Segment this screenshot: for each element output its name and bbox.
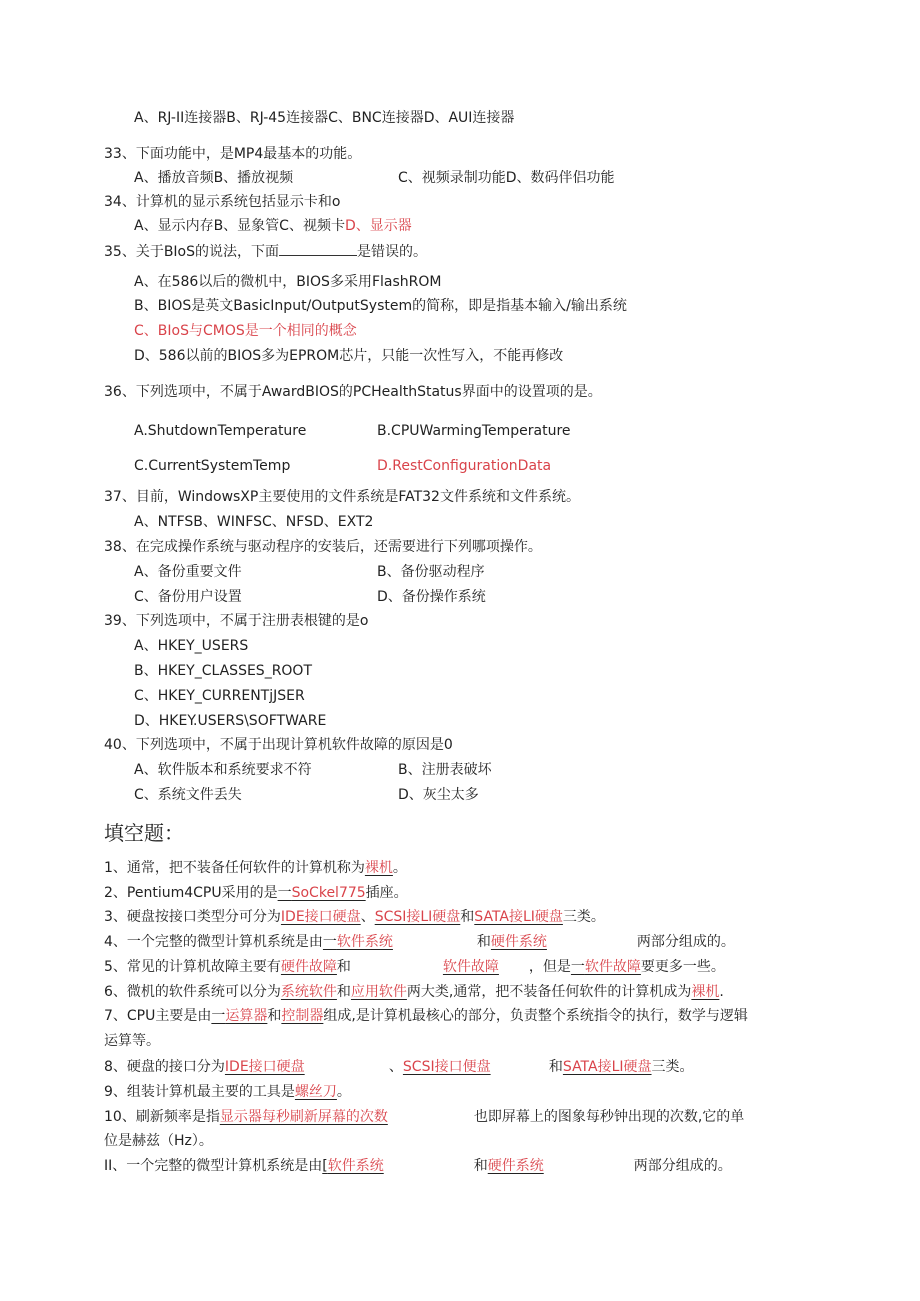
fill-8-answer-2: SCSI接口便盘 [402,1059,491,1075]
q35-option-a: A、在586以后的微机中，BIOS多采用FlashROM [134,274,442,290]
fill-10-continued: 位是赫兹（Hz）。 [104,1133,213,1149]
fill-4-mid: 和 [476,934,491,950]
fill-7-answer-1: 运算器 [225,1008,268,1024]
fill-5 [104,957,725,977]
fill-11 [104,1156,732,1176]
fill-section-title: 填空题： [104,821,184,845]
fill-6-end: . [719,984,724,1000]
fill-8-mid-2: 和 [548,1059,563,1075]
q34-options-abc: A、显示内存B、显象管C、视频卡 [134,218,345,234]
fill-6 [104,982,724,1002]
fill-3-answer-3: SATA接LI硬盘 [474,909,563,925]
q33-options-cd: C、视频录制功能D、数码伴侣功能 [398,170,615,186]
fill-5-mid-1: 和 [336,959,351,975]
fill-11-mid: 和 [473,1158,488,1174]
fill-7 [104,1006,748,1026]
fill-3-sep-1: 、 [360,909,375,925]
q35-blank [279,241,357,256]
fill-3-text: 3、硬盘按接口类型分可分为 [104,909,281,925]
fill-10 [104,1107,744,1127]
fill-11-end: 两部分组成的。 [633,1158,732,1174]
fill-7-continued: 运算等。 [104,1033,160,1049]
q39-option-d: D、HKEY.USERS\SOFTWARE [134,713,327,729]
q36-answer-d: D.RestConfigurationData [377,458,552,474]
q38-stem: 38、在完成操作系统与驱动程序的安装后，还需要进行下列哪项操作。 [104,539,542,555]
fill-9-text: 9、组装计算机最主要的工具是 [104,1084,295,1100]
fill-5-answer-1: 硬件故障 [280,959,337,975]
q40-option-a: A、软件版本和系统要求不符 [134,762,312,778]
fill-1-text: 1、通常，把不装备任何软件的计算机称为 [104,860,365,876]
q39-option-b: B、HKEY_CLASSES_ROOT [134,663,313,679]
fill-6-answer-3: 裸机 [691,984,720,1000]
fill-1-end: 。 [392,860,407,876]
fill-10-rest: 也即屏幕上的图象每秒钟出现的次数,它的单 [473,1109,745,1125]
q35-option-d: D、586以前的BIOS多为EPROM芯片，只能一次性写入，不能再修改 [134,348,564,364]
fill-11-text: II、一个完整的微型计算机系统是由 [104,1158,323,1174]
q35-stem [104,241,427,262]
fill-4-answer-1: 软件系统 [336,934,393,950]
fill-4-answer-2: 硬件系统 [490,934,547,950]
fill-3-end: 三类。 [562,909,605,925]
fill-8-mid-1: 、 [388,1059,403,1075]
fill-7-answer-2: 控制器 [281,1008,324,1024]
q34-options [134,216,412,236]
fill-1 [104,858,407,878]
q35-option-b: B、BIOS是英文BasicInput/OutputSystem的简称，即是指基本输入/输出系统 [134,298,627,314]
q34-stem: 34、计算机的显示系统包括显示卡和o [104,194,341,210]
q32-options: A、RJ-II连接器B、RJ-45连接器C、BNC连接器D、AUI连接器 [134,110,515,126]
q34-answer-d: D、显示器 [344,218,412,234]
fill-11-answer-prefix: [ [322,1158,328,1174]
fill-6-answer-2: 应用软件 [350,984,407,1000]
fill-8-answer-3: SATA接LI硬盘 [562,1059,652,1075]
fill-3-answer-1: IDE接口硬盘 [280,909,361,925]
fill-5-answer-3: 软件故障 [584,959,641,975]
q38-option-a: A、备份重要文件 [134,564,242,580]
fill-11-answer-2: 硬件系统 [487,1158,544,1174]
fill-8-answer-1: IDE接口硬盘 [224,1059,305,1075]
fill-7-rest: 组成,是计算机最核心的部分，负责整个系统指令的执行，数学与逻辑 [323,1008,748,1024]
q39-option-c: C、HKEY_CURRENTjJSER [134,688,305,704]
fill-5-text: 5、常见的计算机故障主要有 [104,959,281,975]
q38-option-c: C、备份用户设置 [134,589,242,605]
fill-3-answer-2: SCSI接LI硬盘 [374,909,461,925]
q37-options: A、NTFSB、WINFSC、NFSD、EXT2 [134,514,374,530]
q35-stem-b: 是错误的。 [357,244,427,260]
fill-4 [104,932,735,952]
fill-5-end: 要更多一些。 [640,959,725,975]
q36-option-a: A.ShutdownTemperature [134,423,307,439]
fill-6-answer-1: 系统软件 [280,984,337,1000]
q33-options-ab: A、播放音频B、播放视频 [134,170,294,186]
fill-6-mid-2: 两大类,通常，把不装备任何软件的计算机成为 [406,984,692,1000]
fill-7-mid: 和 [267,1008,282,1024]
q40-stem: 40、下列选项中，不属于出现计算机软件故障的原因是0 [104,737,453,753]
fill-10-text: 10、刷新频率是指 [104,1109,220,1125]
fill-2-text: 2、Pentium4CPU采用的是 [104,885,278,901]
fill-9-end: 。 [336,1084,351,1100]
fill-1-answer: 裸机 [364,860,393,876]
q38-option-b: B、备份驱动程序 [377,564,485,580]
q35-stem-a: 35、关于BIoS的说法，下面 [104,244,279,260]
fill-8-end: 三类。 [651,1059,694,1075]
fill-8-text: 8、硬盘的接口分为 [104,1059,225,1075]
q35-answer-c: C、BIoS与CMOS是一个相同的概念 [134,323,357,339]
fill-6-mid-1: 和 [336,984,351,1000]
fill-9-answer: 螺丝刀 [294,1084,337,1100]
fill-3 [104,907,605,927]
fill-9 [104,1082,351,1102]
q36-stem: 36、下列选项中，不属于AwardBIOS的PCHealthStatus界面中的设置项的是。 [104,384,602,400]
fill-2-answer: SoCkel775 [291,885,366,901]
fill-7-answer-prefix: 一 [211,1008,226,1024]
q40-option-b: B、注册表破坏 [398,762,492,778]
fill-4-text: 4、一个完整的微型计算机系统是由 [104,934,323,950]
fill-5-answer-2: 软件故障 [442,959,499,975]
fill-2-answer-prefix: 一 [277,885,292,901]
fill-4-answer-prefix: 一 [322,934,337,950]
q39-stem: 39、下列选项中，不属于注册表根键的是o [104,613,369,629]
fill-6-text: 6、微机的软件系统可以分为 [104,984,281,1000]
q39-option-a: A、HKEY_USERS [134,638,249,654]
fill-5-mid-2: ，但是 [528,959,571,975]
q33-stem: 33、下面功能中，是MP4最基本的功能。 [104,146,362,162]
fill-2 [104,883,408,903]
q40-option-d: D、灰尘太多 [398,787,479,803]
fill-10-answer: 显示器每秒刷新屏幕的次数 [219,1109,388,1125]
fill-8 [104,1057,694,1077]
fill-4-end: 两部分组成的。 [636,934,735,950]
fill-5-answer-prefix: 一 [570,959,585,975]
q37-stem: 37、目前，WindowsXP主要使用的文件系统是FAT32文件系统和文件系统。 [104,489,580,505]
fill-2-end: 插座。 [365,885,408,901]
fill-3-sep-2: 和 [460,909,475,925]
q36-option-b: B.CPUWarmingTemperature [377,423,571,439]
q36-option-c: C.CurrentSystemTemp [134,458,291,474]
fill-7-text: 7、CPU主要是由 [104,1008,212,1024]
q38-option-d: D、备份操作系统 [377,589,486,605]
q40-option-c: C、系统文件丢失 [134,787,242,803]
fill-11-answer-1: 软件系统 [327,1158,384,1174]
